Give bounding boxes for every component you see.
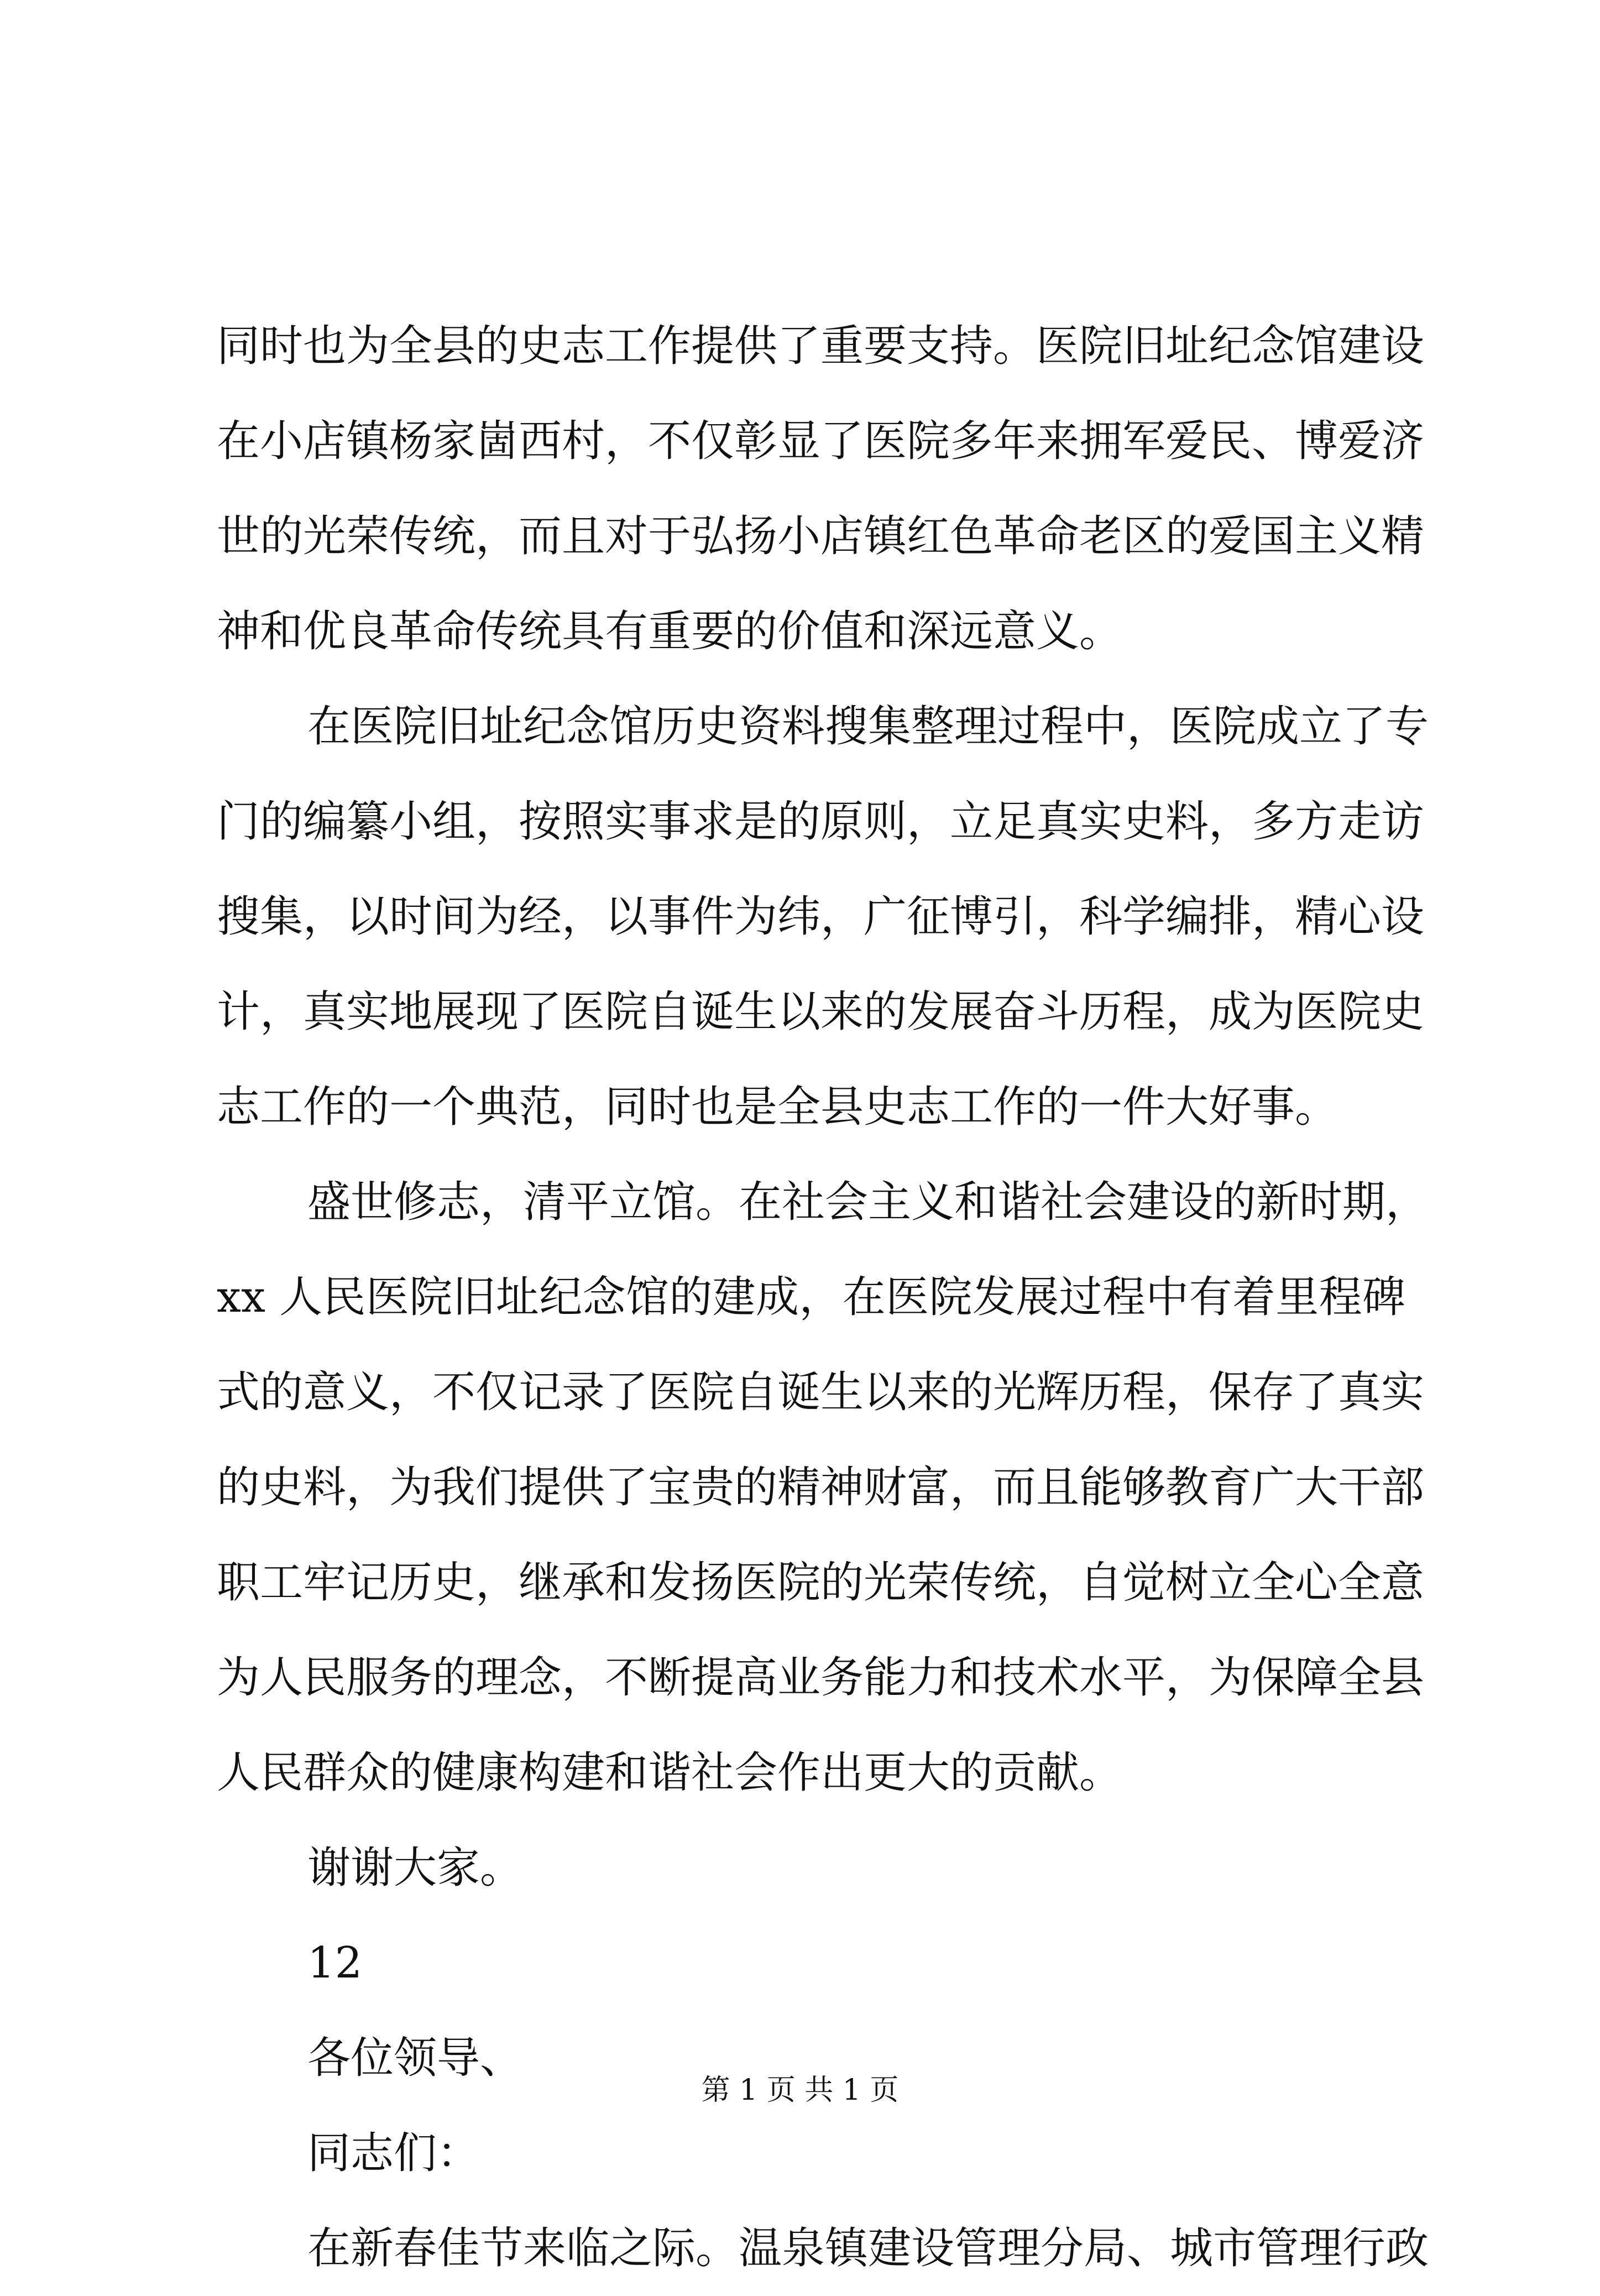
text-line: 谢谢大家。 [307, 1843, 524, 1893]
text-line: 神和优良革命传统具有重要的价值和深远意义。 [217, 607, 1123, 656]
text-line: 盛世修志，清平立馆。在社会主义和谐社会建设的新时期， [307, 1177, 1429, 1227]
page-number-label: 第 1 页 共 1 页 [701, 2074, 899, 2107]
paragraph [217, 679, 1429, 1155]
text-line: 志工作的一个典范，同时也是全县史志工作的一件大好事。 [217, 1082, 1338, 1132]
text-line: 12 [307, 1938, 363, 1988]
text-line: 在医院旧址纪念馆历史资料搜集整理过程中，医院成立了专 [307, 702, 1429, 752]
text-line: 同志们： [307, 2128, 480, 2178]
text-line: 世的光荣传统，而且对于弘扬小店镇红色革命老区的爱国主义精 [217, 512, 1425, 561]
paragraph [217, 299, 1425, 679]
paragraph [217, 2201, 1429, 2296]
paragraph [217, 1820, 1405, 1916]
page-footer [0, 2068, 1600, 2112]
text-line: 计，真实地展现了医院自诞生以来的发展奋斗历程，成为医院史 [217, 987, 1425, 1037]
text-line: 同时也为全县的史志工作提供了重要支持。医院旧址纪念馆建设 [217, 321, 1425, 371]
text-line: xx 人民医院旧址纪念馆的建成，在医院发展过程中有着里程碑 [217, 1272, 1405, 1322]
text-line: 为人民服务的理念，不断提高业务能力和技术水平，为保障全县 [217, 1653, 1425, 1703]
text-line: 在新春佳节来临之际。温泉镇建设管理分局、城市管理行政 [307, 2224, 1429, 2273]
document-body [217, 299, 1429, 2296]
text-line: 门的编纂小组，按照实事求是的原则，立足真实史料，多方走访 [217, 797, 1425, 847]
paragraph [217, 1916, 1405, 2011]
text-line: 在小店镇杨家崮西村，不仅彰显了医院多年来拥军爱民、博爱济 [217, 416, 1425, 466]
paragraph [217, 2106, 1405, 2201]
text-line: 职工牢记历史，继承和发扬医院的光荣传统，自觉树立全心全意 [217, 1558, 1425, 1608]
text-line: 式的意义，不仅记录了医院自诞生以来的光辉历程，保存了真实 [217, 1368, 1425, 1417]
text-line: 人民群众的健康构建和谐社会作出更大的贡献。 [217, 1748, 1123, 1798]
text-line: 搜集，以时间为经，以事件为纬，广征博引，科学编排，精心设 [217, 892, 1425, 942]
text-line: 各位领导、 [307, 2033, 524, 2083]
text-line: 的史料，为我们提供了宝贵的精神财富，而且能够教育广大干部 [217, 1463, 1425, 1512]
paragraph [217, 1155, 1429, 1820]
